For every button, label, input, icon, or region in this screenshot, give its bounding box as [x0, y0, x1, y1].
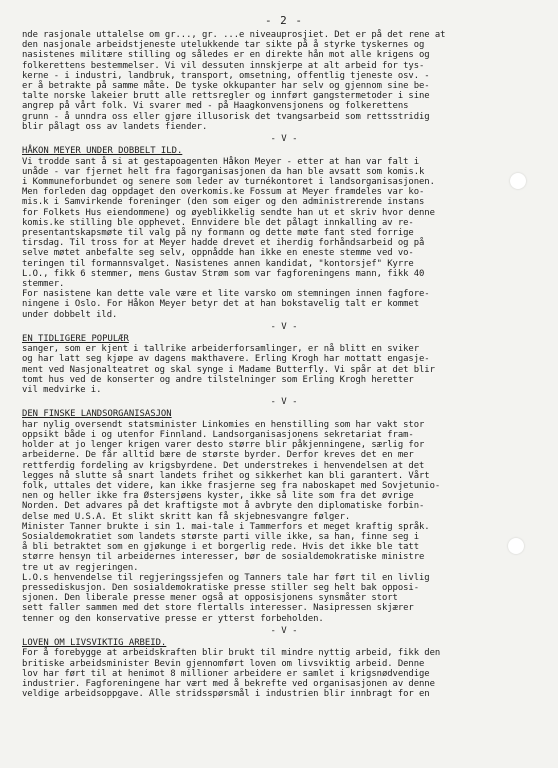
text-line: teringen til formannsvalget. Nasistenes annen kandidat, "kontorsjef" Kyrre	[22, 258, 414, 269]
text-line: større hensyn til arbeidernes interesser, bør de sosialdemokratiske ministre	[22, 552, 425, 563]
text-line: i Kommuneforbundet og senere som leder av turnékontoret i landsorganisasjonen.	[22, 176, 435, 187]
text-line: L.O., fikk 6 stemmer, mens Gustav Strøm som var fagforeningens mann, fikk 40	[22, 268, 425, 279]
text-line: komis.ke stilling ble opphevet. Ennvidere ble det pålagt innkalling av re-	[22, 217, 414, 228]
text-line: rettferdig fordeling av krigsbyrdene. Det understrekes i henvendelsen at det	[22, 460, 425, 471]
text-line: L.O.s henvendelse til regjeringssjefen og Tanners tale har ført til en livlig	[22, 572, 430, 583]
section-heading: EN TIDLIGERE POPULÆR	[22, 333, 129, 344]
text-line: er å betrakte på samme måte. De tyske okkupanter har selv og gjennom sine be-	[22, 81, 430, 92]
text-line: britiske arbeidsminister Bevin gjennomført loven om livsviktig arbeid. Denne	[22, 658, 425, 669]
punch-hole-upper	[510, 173, 526, 189]
text-line: folkerettens bestemmelser. Vi vil dessuten innskjerpe at alt arbeid for tys-	[22, 60, 425, 71]
text-line: Minister Tanner brukte i sin 1. mai-tale i Tammerfors et meget kraftig språk.	[22, 521, 430, 532]
text-line: grunn - å unndra oss eller gjøre illusorisk det tvangsarbeid som rettsstridig	[22, 111, 430, 122]
section-hakon-meyer	[22, 146, 546, 320]
text-line: nen og heller ikke fra Østersjøens kyster, ikke så lite som fra det øvrige	[22, 491, 414, 502]
text-line: den nasjonale arbeidstjeneste utelukkende tar sikte på å styrke tyskernes og	[22, 40, 425, 51]
text-line: selve møtet anbefalte seg selv, oppnådde han ikke en eneste stemme ved vo-	[22, 248, 414, 259]
text-line: for Folkets Hus eiendommene) og øyeblikkelig sendte han ut et skriv hvor denne	[22, 207, 435, 218]
text-line: veldige arbeidsoppgave. Alle stridsspørsmål i industrien blir innbragt for en	[22, 689, 430, 700]
text-line: Norden. Det advares på det kraftigste mot å avbryte den diplomatiske forbin-	[22, 501, 425, 512]
text-line: For å forebygge at arbeidskraften blir brukt til mindre nyttig arbeid, fikk den	[22, 648, 441, 659]
text-line: holder at jo lenger krigen varer desto større blir påkjenningene, særlig for	[22, 440, 425, 451]
text-line: mis.k i Samvirkende foreninger (den som eiger og den administrerende instans	[22, 197, 425, 208]
text-line: tirsdag. Til tross for at Meyer hadde drevet et iherdig forhåndsarbeid og på	[22, 238, 425, 249]
section-divider: - V -	[270, 397, 298, 408]
text-line: lov har ført til at henimot 8 millioner arbeidere er samlet i krigsnødvendige	[22, 668, 430, 679]
section-heading: DEN FINSKE LANDSORGANISASJON	[22, 409, 172, 420]
text-line: kerne - i industri, landbruk, transport, omsetning, offentlig tjeneste osv. -	[22, 70, 430, 81]
page-number: - 2 -	[264, 14, 304, 27]
text-line: For nasistene kan dette vale være et lite varsko om stemningen innen fagfore-	[22, 289, 430, 300]
text-line: tomt hus ved de konserter og andre tilstelninger som Erling Krogh heretter	[22, 374, 414, 385]
text-line: Sosialdemokratiet som landets største parti ville ikke, sa han, finne seg i	[22, 532, 419, 543]
section-popular-singer	[22, 334, 546, 396]
text-line: Men forleden dag oppdaget den overkomis.ke Fossum at Meyer framdeles var ko-	[22, 187, 425, 198]
text-line: nasistenes militære stilling og således er en direkte hån mot alle krigens og	[22, 50, 430, 61]
text-line: ningene i Oslo. For Håkon Meyer betyr det at han bokstavelig talt er kommet	[22, 299, 419, 310]
text-line: industrier. Fagforeningene har vært med å bekrefte ved organisasjonen av denne	[22, 678, 435, 689]
text-line: nde rasjonale uttalelse om gr..., gr. ...e niveauprosjiet. Det er på det rene at	[22, 30, 446, 40]
section-divider: - V -	[270, 625, 298, 636]
text-line: oppsikt både i og utenfor Finnland. Landsorganisasjonens sekretariat fram-	[22, 430, 414, 440]
text-line: har nylig oversendt statsminister Linkomies en henstilling som har vakt stor	[22, 419, 425, 430]
text-line: tre ut av regjeringen.	[22, 562, 139, 573]
section-finnish-lo	[22, 409, 546, 624]
text-line: unåde - var fjernet helt fra fagorganisasjonen da han ble avsatt som komis.k	[22, 166, 425, 177]
text-line: blir pålagt oss av landets fiender.	[22, 121, 208, 132]
section-vital-work-law	[22, 638, 546, 700]
punch-hole-lower	[508, 538, 524, 554]
section-heading: LOVEN OM LIVSVIKTIG ARBEID.	[22, 637, 167, 648]
text-line: angrep på vårt folk. Vi svarer med - på Haagkonvensjonens og folkerettens	[22, 101, 409, 112]
section-divider: - V -	[270, 321, 298, 332]
text-line: og har latt seg kjøpe av dagens makthavere. Erling Krogh har mottatt engasje-	[22, 354, 430, 365]
text-line: delse med U.S.A. Et slikt skritt kan få skjebnesvangre følger.	[22, 511, 351, 522]
text-line: sanger, som er kjent i tallrike arbeiderforsamlinger, er nå blitt en sviker	[22, 344, 419, 355]
text-line: vil medvirke i.	[22, 385, 102, 396]
text-line: tenner og den konservative presse er ytterst forbeholden.	[22, 613, 324, 624]
text-line: legges nå slutte så snart landets frihet og sikkerhet kan bli garantert. Vårt	[22, 470, 430, 481]
text-line: pressediskusjon. Den sosialdemokratiske presse stiller seg helt bak opposi-	[22, 583, 419, 594]
text-line: arbeiderne. De får alltid bære de største byrder. Derfor kreves det en mer	[22, 450, 414, 461]
text-line: å bli betraktet som en gjøkunge i et borgerlig rede. Hvis det ikke ble tatt	[22, 542, 419, 553]
text-line: Vi trodde sant å si at gestapoagenten Håkon Meyer - etter at han var falt i	[22, 156, 419, 167]
text-line: sett faller sammen med det store flertalls interesser. Nasipressen skjærer	[22, 603, 414, 614]
text-line: talte norske lakeier brutt alle rettsregler og innført gangstermetoder i sine	[22, 91, 430, 102]
text-line: stemmer.	[22, 278, 65, 289]
text-line: ment ved Nasjonalteatret og skal synge i Madame Butterfly. Vi spår at det blir	[22, 364, 435, 375]
text-line: presentantskapsmøte til valg på ny formann og dette møte fant sted forrige	[22, 227, 414, 238]
intro-section	[22, 30, 546, 132]
text-line: folk, uttales det videre, kan ikke frasjerne seg fra naboskapet med Sovjetunio-	[22, 481, 441, 492]
text-line: sjonen. Den liberale presse mener også at opposisjonens synsmåter stort	[22, 593, 398, 604]
section-divider: - V -	[270, 134, 298, 145]
text-line: under dobbelt ild.	[22, 309, 118, 320]
section-heading: HÅKON MEYER UNDER DOBBELT ILD.	[22, 146, 183, 157]
